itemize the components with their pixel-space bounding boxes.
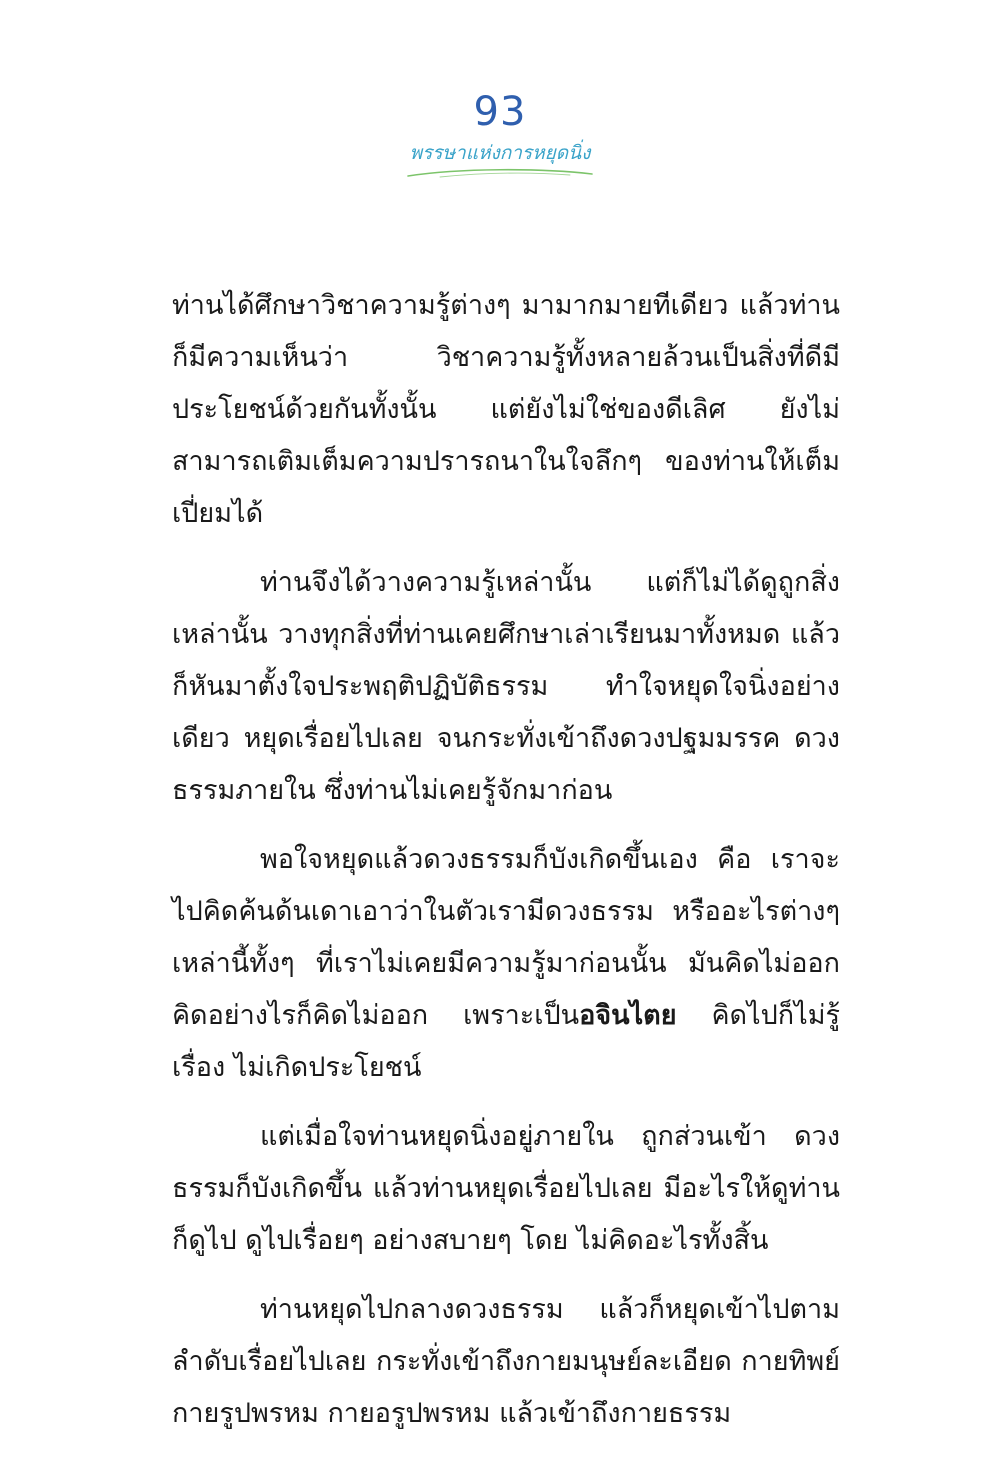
paragraph-3-bold-term: อจินไตย [579,1000,677,1031]
paragraph-1: ท่านได้ศึกษาวิชาความรู้ต่างๆ มามากมายทีเดียว แล้วท่านก็มีความเห็นว่า วิชาความรู้ทั้งหลายล้วนเป็นสิ่งที่ดีมีประโยชน์ด้วยกันทั้งนั้น แต่ยังไม่ใช่ของดีเลิศ ยังไม่สามารถเติมเต็มความปรารถนาในใจลึกๆ ของท่านให้เต็มเปี่ยมได้ [172,290,840,529]
paragraph-2: ท่านจึงได้วางความรู้เหล่านั้น แต่ก็ไม่ได้ดูถูกสิ่งเหล่านั้น วางทุกสิ่งที่ท่านเคยศึกษาเล่าเรียนมาทั้งหมด แล้วก็หันมาตั้งใจประพฤติปฏิบัติธรรม ทำใจหยุดใจนิ่งอย่างเดียว หยุดเรื่อยไปเลย จนกระทั่งเข้าถึงดวงปฐมมรรค ดวงธรรมภายใน ซึ่งท่านไม่เคยรู้จักมาก่อน [172,567,840,806]
paragraph-3 [172,834,840,1094]
book-title: พรรษาแห่งการหยุดนิ่ง [409,142,591,164]
paragraph-5: ท่านหยุดไปกลางดวงธรรม แล้วก็หยุดเข้าไปตามลำดับเรื่อยไปเลย กระทั่งเข้าถึงกายมนุษย์ละเอียด กายทิพย์ กายรูปพรหม กายอรูปพรหม แล้วเข้าถึงกายธรรม [172,1294,840,1429]
paragraph-3-text-before: พอใจหยุดแล้วดวงธรรมก็บังเกิดขึ้นเอง คือ เราจะไปคิดค้นด้นเดาเอาว่าในตัวเรามีดวงธรรม หรืออะไรต่างๆ เหล่านี้ทั้งๆ ที่เราไม่เคยมีความรู้มาก่อนนั้น มันคิดไม่ออก คิดอย่างไรก็คิดไม่ออก เพราะเป็น [172,844,840,1031]
body-text [172,280,840,1457]
title-underline-swoosh [400,164,600,180]
paragraph-4: แต่เมื่อใจท่านหยุดนิ่งอยู่ภายใน ถูกส่วนเข้า ดวงธรรมก็บังเกิดขึ้น แล้วท่านหยุดเรื่อยไปเลย มีอะไรให้ดูท่านก็ดูไป ดูไปเรื่อยๆ อย่างสบายๆ โดย ไม่คิดอะไรทั้งสิ้น [172,1121,840,1256]
page-header [0,88,1000,180]
page-number: 93 [473,89,527,135]
paragraph-3-text-after: คิดไปก็ไม่รู้เรื่อง ไม่เกิดประโยชน์ [172,1000,840,1083]
